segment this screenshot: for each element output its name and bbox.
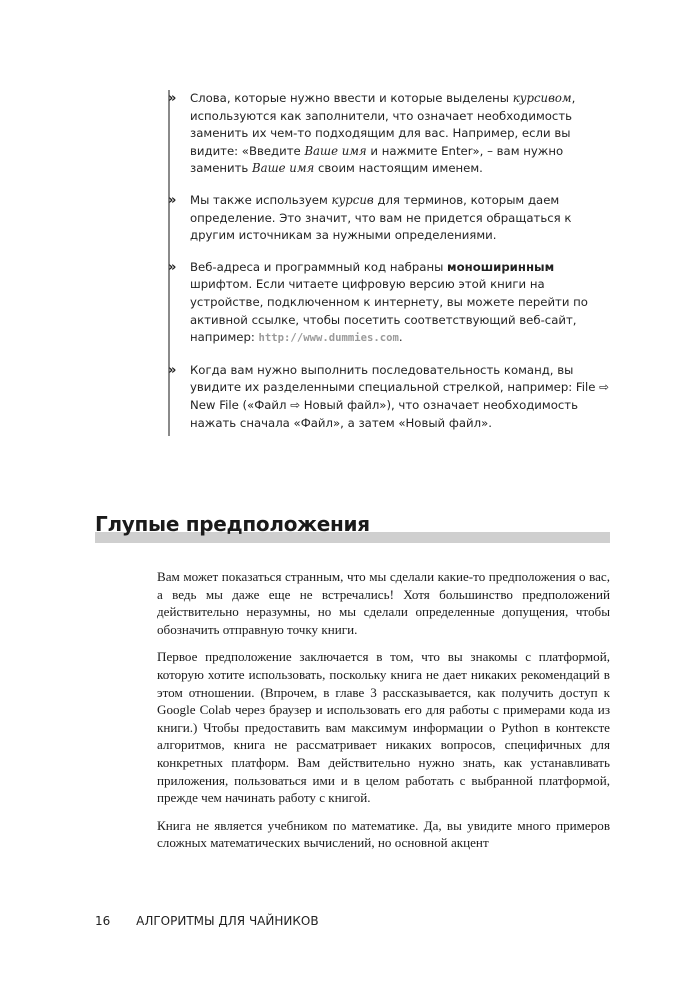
running-title: АЛГОРИТМЫ ДЛЯ ЧАЙНИКОВ [136,914,319,928]
bullet-text: моноширинным [447,259,555,274]
bullet-item [170,90,610,178]
bullet-marker-icon: » [168,192,175,208]
bullet-text: Слова, которые нужно ввести и которые выделены [190,91,513,105]
section-title: Глупые предположения [95,512,370,536]
bullet-list [168,90,610,436]
url-text: http://www.dummies.com [258,332,399,345]
bullet-marker-icon: » [168,91,175,106]
bullet-marker-icon: » [168,362,175,378]
bullet-text: шрифтом. Если читаете цифровую версию этой книги на устройстве, подключенном к интернету, вы можете перейти по активной ссылке, чтобы посетить соответствующий веб-сайт, например: [190,277,588,345]
bullet-text: Когда вам нужно выполнить последовательность команд, вы увидите их разделенными специальной стрелкой, например: File ⇨ New File («Файл ⇨ Новый файл»), что означает необходимость нажать сначала «Файл», а затем «Новый файл». [190,362,609,430]
bullet-item [170,362,610,436]
page-footer [95,914,319,928]
bullet-text: курсив [331,192,374,207]
bullet-text: . [398,330,403,345]
bullet-text: Ваше имя [252,161,315,176]
bullet-text: Веб-адреса и программный код набраны [190,259,448,274]
bullet-text: и нажмите Enter», – вам нужно заменить [190,143,564,176]
paragraph: Первое предположение заключается в том, что вы знакомы с платформой, которую хотите использовать, поскольку книга не дает никаких рекомендаций в этом отношении. (Впрочем, в главе 3 рассказывается, как получить доступ к Google Colab через браузер и использовать его для работы с примерами кода из книги.) Чтобы предоставить вам максимум информации о Python в контексте алгоритмов, книга не рассматривает никаких вопросов, специфичных для конкретных платформ. Вам действительно нужно знать, как устанавливать приложения, пользоваться ими и в целом работать с выбранной платформой, прежде чем начинать работу с книгой. [157,649,610,806]
bullet-text: для терминов, которым даем определение. Это значит, что вам не придется обращаться к другим источникам за нужными определениями. [190,192,572,243]
paragraph: Книга не является учебником по математике. Да, вы увидите много примеров сложных математических вычислений, но основной акцент [157,817,610,851]
bullet-text: Мы также используем [190,192,332,207]
section-heading-block [95,512,610,544]
bullet-item [170,259,610,348]
bullet-text: своим настоящим именем. [314,161,483,176]
bullet-marker-icon: » [168,259,175,275]
bullet-text: Ваше имя [304,143,367,158]
bullet-text: курсивом [512,91,572,105]
bullet-item [170,192,610,245]
page-number: 16 [95,914,111,928]
section-body [157,568,610,862]
paragraph: Вам может показаться странным, что мы сделали какие-то предположения о вас, а ведь мы даже еще не встречались! Хотя большинство предположений действительно неразумны, но мы сделали определенные допущения, чтобы обозначить отправную точку книги. [157,569,610,637]
bullet-text: , используются как заполнители, что означает необходимость заменить их чем-то подходящим для вас. Например, если вы видите: «Введите [190,91,576,158]
